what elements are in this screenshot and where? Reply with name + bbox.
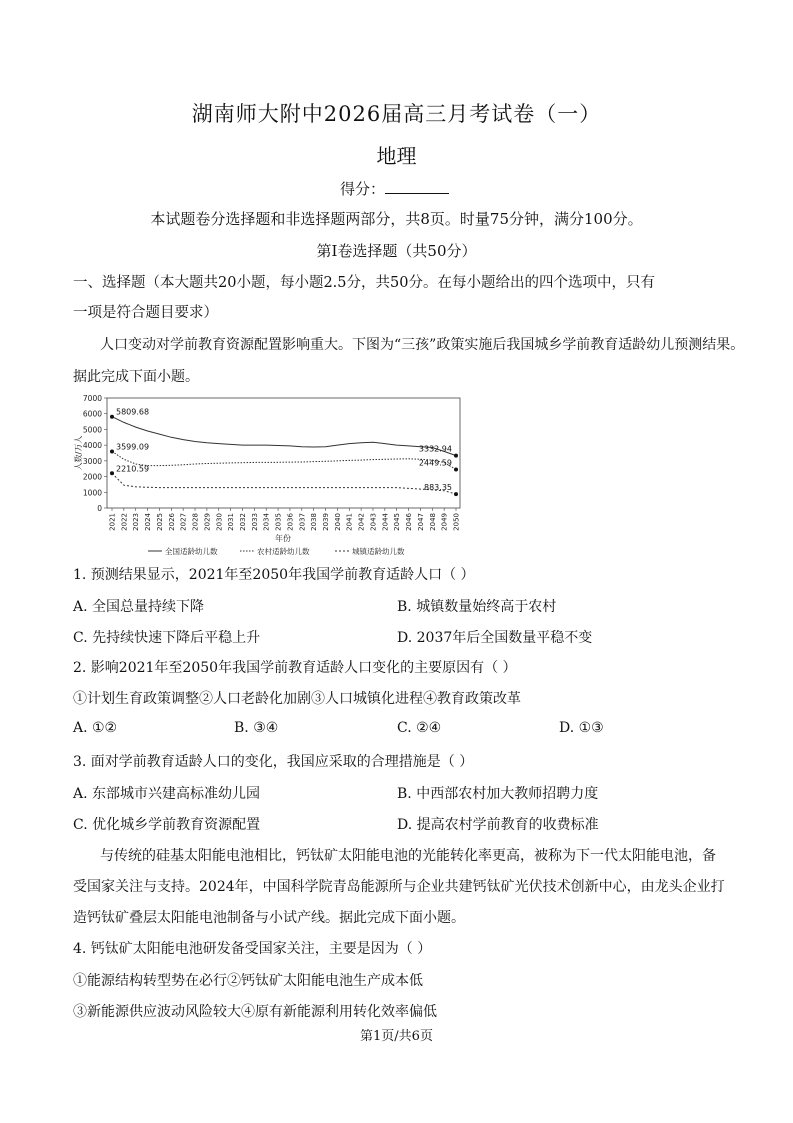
plot-frame [107,398,460,508]
x-tick-label: 2030 [215,513,224,531]
series-urban-end-label: 883.35 [424,483,452,493]
x-tick-label: 2049 [440,513,449,531]
q3-option-d[interactable]: D. 提高农村学前教育的收费标准 [397,817,599,833]
y-axis-label: 人数/万人 [74,435,83,471]
series-national-start-point [110,415,114,419]
q4-items-line1: ①能源结构转型势在必行②钙钛矿太阳能电池生产成本低 [73,973,423,989]
q2-stem: 2. 影响2021年至2050年我国学前教育适龄人口变化的主要原因有（ ） [73,660,517,676]
passage1-line1: 人口变动对学前教育资源配置影响重大。下图为“三孩”政策实施后我国城乡学前教育适龄幼儿预测结果。 [100,337,745,353]
passage2-line3: 造钙钛矿叠层太阳能电池制备与小试产线。据此完成下面小题。 [73,910,465,926]
series-urban-end-point [454,492,458,496]
x-tick-label: 2032 [238,513,247,531]
y-tick-label: 1000 [82,488,102,498]
legend-rural: 农村适龄幼儿数 [257,547,310,556]
x-tick-label: 2033 [250,513,259,531]
q3-option-a[interactable]: A. 东部城市兴建高标准幼儿园 [73,786,261,802]
x-tick-label: 2048 [428,513,437,531]
passage2-line2: 受国家关注与支持。2024年，中国科学院青岛能源所与企业共建钙钛矿光伏技术创新中心，由龙头企业打 [73,879,725,895]
x-tick-label: 2022 [120,513,129,531]
legend-national: 全国适龄幼儿数 [165,547,218,556]
x-tick-label: 2039 [322,513,331,531]
score-field [340,178,449,199]
x-tick-label: 2042 [357,513,366,531]
q2-option-d[interactable]: D. ①③ [559,720,604,736]
q2-option-c[interactable]: C. ②④ [397,720,442,736]
q1-option-b[interactable]: B. 城镇数量始终高于农村 [397,599,557,615]
y-tick-label: 3000 [82,456,102,466]
x-tick-label: 2027 [179,513,188,531]
series-rural-end-label: 2449.59 [418,458,452,468]
x-tick-label: 2034 [262,513,271,531]
q1-option-d[interactable]: D. 2037年后全国数量平稳不变 [397,630,593,646]
x-tick-label: 2037 [298,513,307,531]
subject-title: 地理 [376,144,417,168]
series-rural-start-point [110,449,114,453]
x-tick-label: 2021 [108,513,117,531]
x-tick-label: 2050 [452,513,461,531]
x-tick-label: 2047 [416,513,425,531]
x-tick-label: 2025 [155,513,164,531]
q3-stem: 3. 面对学前教育适龄人口的变化，我国应采取的合理措施是（ ） [73,754,474,770]
series-rural-line [112,451,456,469]
q3-option-b[interactable]: B. 中西部农村加大教师招聘力度 [397,786,599,802]
q4-items-line2: ③新能源供应波动风险较大④原有新能源利用转化效率偏低 [73,1004,437,1020]
series-national-start-label: 5809.68 [116,407,150,417]
x-axis-label: 年份 [275,534,291,543]
score-label: 得分： [340,180,386,198]
score-blank[interactable] [385,179,449,194]
x-tick-label: 2045 [393,513,402,531]
y-tick-label: 6000 [82,409,102,419]
x-tick-label: 2044 [381,513,390,531]
x-tick-label: 2040 [333,513,342,531]
y-tick-label: 4000 [82,441,102,451]
series-national-line [112,417,456,456]
x-tick-label: 2028 [191,513,200,531]
q3-option-c[interactable]: C. 优化城乡学前教育资源配置 [73,817,261,833]
q2-option-a[interactable]: A. ①② [73,720,118,736]
x-tick-label: 2023 [132,513,141,531]
exam-title: 湖南师大附中2026届高三月考试卷（一） [191,102,602,126]
q1-option-a[interactable]: A. 全国总量持续下降 [73,599,205,615]
q2-option-b[interactable]: B. ③④ [234,720,279,736]
exam-intro: 本试题卷分选择题和非选择题两部分，共8页。时量75分钟，满分100分。 [150,210,643,228]
section-instructions-line2: 一项是符合题目要求） [73,305,218,321]
legend-urban: 城镇适龄幼儿数 [352,547,405,556]
q1-stem: 1. 预测结果显示，2021年至2050年我国学前教育适龄人口（ ） [73,567,475,583]
section-instructions-line1: 一、选择题（本大题共20小题，每小题2.5分，共50分。在每小题给出的四个选项中，只有 [73,275,655,291]
series-national-end-point [454,454,458,458]
series-urban-start-label: 2210.59 [116,464,150,474]
series-urban-start-point [110,471,114,475]
x-tick-label: 2029 [203,513,212,531]
y-tick-label: 0 [97,504,102,513]
q2-items: ①计划生育政策调整②人口老龄化加剧③人口城镇化进程④教育政策改革 [73,691,521,707]
x-tick-label: 2038 [310,513,319,531]
y-tick-label: 2000 [82,472,102,482]
y-tick-label: 5000 [82,425,102,435]
population-forecast-chart [70,392,470,558]
passage1-line2: 据此完成下面小题。 [73,369,199,385]
passage2-line1: 与传统的硅基太阳能电池相比，钙钛矿太阳能电池的光能转化率更高，被称为下一代太阳能电池，备 [100,848,716,864]
x-tick-label: 2035 [274,513,283,531]
part-heading: 第Ⅰ卷选择题（共50分） [316,242,477,260]
x-tick-label: 2046 [405,513,414,531]
q4-stem: 4. 钙钛矿太阳能电池研发备受国家关注，主要是因为（ ） [73,941,432,957]
x-tick-label: 2041 [345,513,354,531]
x-tick-label: 2031 [227,513,236,531]
series-national-end-label: 3332.94 [418,444,452,454]
y-tick-label: 7000 [82,394,102,403]
x-tick-label: 2026 [167,513,176,531]
series-rural-end-point [454,468,458,472]
series-rural-start-label: 3599.09 [116,442,150,452]
x-tick-label: 2036 [286,513,295,531]
page-footer: 第1页/共6页 [360,1029,433,1044]
x-tick-label: 2024 [144,513,153,531]
x-tick-label: 2043 [369,513,378,531]
series-urban-line [112,473,456,494]
q1-option-c[interactable]: C. 先持续快速下降后平稳上升 [73,630,261,646]
